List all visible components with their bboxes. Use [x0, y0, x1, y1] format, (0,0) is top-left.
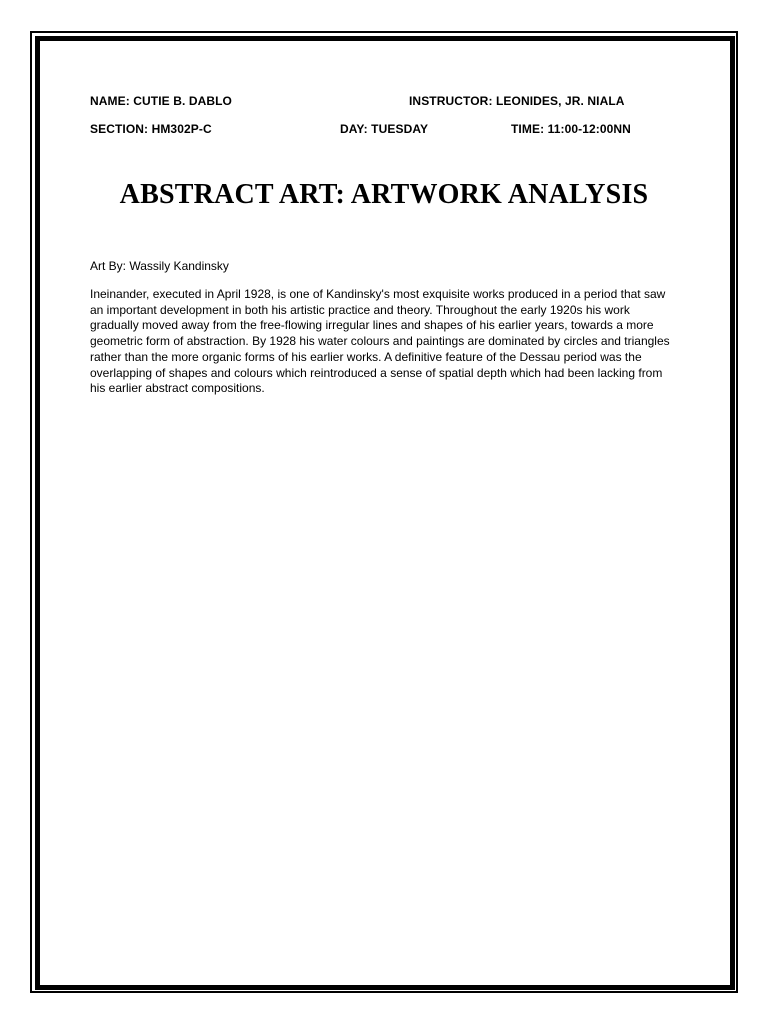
student-name: NAME: CUTIE B. DABLO [90, 94, 232, 108]
analysis-paragraph: Ineinander, executed in April 1928, is one of Kandinsky's most exquisite works produced in a period that saw an important development in both his artistic practice and theory. Throughout the early 1920s his work gradually moved away from the free-flowing irregular lines and shapes of his earlier years, towards a more geometric form of abstraction. By 1928 his water colours and paintings are dominated by circles and triangles rather than the more organic forms of his earlier works. A definitive feature of the Dessau period was the overlapping of shapes and colours which reintroduced a sense of spatial depth which had been lacking from his earlier abstract compositions. [90, 287, 670, 396]
section-label: SECTION: HM302P-C [90, 122, 212, 136]
day-label: DAY: TUESDAY [340, 122, 429, 136]
document-title: ABSTRACT ART: ARTWORK ANALYSIS [119, 179, 649, 210]
artist-byline: Art By: Wassily Kandinsky [90, 259, 229, 273]
instructor-name: INSTRUCTOR: LEONIDES, JR. NIALA [409, 94, 625, 108]
time-label: TIME: 11:00-12:00NN [511, 122, 631, 136]
